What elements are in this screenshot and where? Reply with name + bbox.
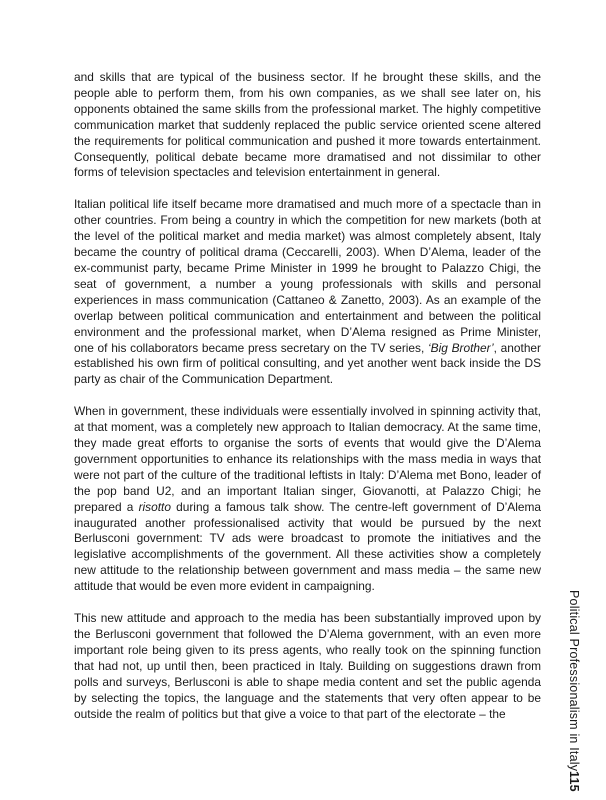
running-head bbox=[567, 590, 581, 792]
paragraph-4: This new attitude and approach to the media has been substantially improved upon by the Berlusconi government that followed the D’Alema government, with an even more important role being given to its press agents, who really took on the spinning function that had not, up until then, been practiced in Italy. Building on suggestions drawn from polls and surveys, Berlusconi is able to shape media content and set the public agenda by selecting the topics, the language and the statements that very often appear to be outside the realm of politics but that give a voice to that part of the electorate – the bbox=[74, 611, 541, 721]
paragraph-2 bbox=[74, 197, 541, 388]
paragraph-3-text-b: during a famous talk show. The centre-left government of D’Alema inaugurated another professionalised activity that would be pursued by the next Berlusconi government: TV ads were broadcast to promote the initiatives and the legislative accomplishments of the government. All these activities show a completely new attitude to the relationship between government and mass media – the same new attitude that would be even more evident in campaigning. bbox=[74, 499, 542, 594]
paragraph-3 bbox=[74, 404, 541, 595]
paragraph-3-text-a: When in government, these individuals were essentially involved in spinning activity that, at that moment, was a completely new approach to Italian democracy. At the same time, they made great efforts to organise the sorts of events that would give the D’Alema government opportunities to enhance its relationships with the mass media in ways that were not part of the culture of the traditional leftists in Italy: D’Alema met Bono, leader of the pop band U2, and an important Italian singer, Giovanotti, at Palazzo Chigi; he prepared a bbox=[74, 404, 541, 514]
paragraph-1: and skills that are typical of the business sector. If he brought these skills, and the people able to perform them, from his own companies, as we shall see later on, his opponents obtained the same skills from the professional market. The highly competitive communication market that suddenly replaced the public service oriented scene altered the requirements for political communication and pushed it more towards entertainment. Consequently, political debate became more dramatised and not dissimilar to other forms of television spectacles and television entertainment in general. bbox=[74, 70, 541, 180]
paragraph-3-italic: risotto bbox=[138, 499, 171, 514]
body-text bbox=[74, 70, 541, 738]
paragraph-2-text-b: , another established his own firm of political consulting, and yet another went back inside the DS party as chair of the Communication Department. bbox=[74, 340, 542, 387]
paragraph-2-italic: ‘Big Brother’ bbox=[428, 340, 494, 355]
paragraph-2-text-a: Italian political life itself became more dramatised and much more of a spectacle than in other countries. From being a country in which the competition for new markets (both at the level of the political market and media market) was almost completely absent, Italy became the country of political drama (Ceccarelli, 2003). When D’Alema, leader of the ex-communist party, became Prime Minister in 1999 he brought to Palazzo Chigi, the seat of government, a number a young professionals with skills and personal experiences in mass communication (Cattaneo & Zanetto, 2003). As an example of the overlap between political communication and entertainment and between the political environment and the professional market, when D’Alema resigned as Prime Minister, one of his collaborators became press secretary on the TV series, bbox=[74, 197, 541, 355]
running-head-title: Political Professionalism in Italy bbox=[567, 590, 581, 772]
page-number: 115 bbox=[567, 771, 581, 792]
